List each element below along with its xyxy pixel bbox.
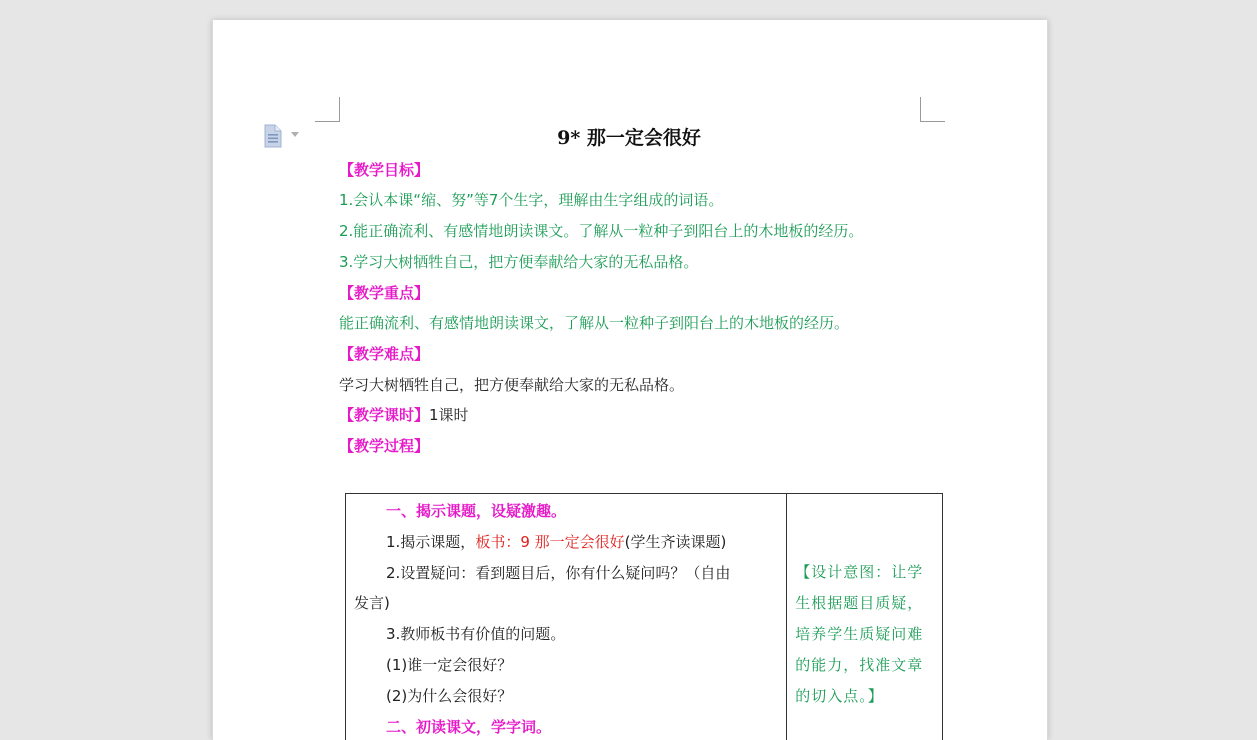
objective-item: 1.会认本课“缩、努”等7个生字，理解由生字组成的词语。 [339,190,723,210]
design-note-line: 培养学生质疑问难 [795,624,923,644]
design-note-line: 的切入点。】 [795,686,884,706]
hours-heading: 【教学课时】 [339,406,429,424]
document-page [212,20,1048,740]
question-item: (2)为什么会很好？ [386,686,512,706]
lesson-table [345,493,943,740]
document-title: 9* 那一定会很好 [339,124,919,152]
step-question-line1: 2.设置疑问：看到题目后，你有什么疑问吗？（自由 [386,563,730,583]
board-text: 板书：9 那一定会很好 [475,533,624,551]
difficulty-heading: 【教学难点】 [339,344,429,364]
step-question-line2: 发言) [354,593,390,613]
key-points-text: 能正确流利、有感情地朗读课文，了解从一粒种子到阳台上的木地板的经历。 [339,313,849,333]
design-note-line: 生根据题目质疑， [795,593,923,613]
key-points-heading: 【教学重点】 [339,283,429,303]
step1-prefix: 1.揭示课题， [386,533,475,551]
document-icon[interactable] [263,124,303,148]
objective-item: 2.能正确流利、有感情地朗读课文。了解从一粒种子到阳台上的木地板的经历。 [339,221,863,241]
process-heading: 【教学过程】 [339,436,429,456]
difficulty-text: 学习大树牺牲自己，把方便奉献给大家的无私品格。 [339,375,684,395]
step-reveal-title [386,532,726,552]
process-cell [346,494,787,740]
hours-line [339,405,469,425]
design-note-line: 【设计意图：让学 [795,562,923,582]
objective-item: 3.学习大树牺牲自己，把方便奉献给大家的无私品格。 [339,252,698,272]
hours-value: 1课时 [429,406,469,424]
section-heading: 一、揭示课题，设疑激趣。 [386,501,566,521]
design-note-line: 的能力，找准文章 [795,655,923,675]
margin-corner-top-right [920,97,945,122]
chevron-down-icon [291,132,299,137]
table-row [346,494,943,740]
question-item: (1)谁一定会很好？ [386,655,512,675]
design-note-cell [787,494,943,740]
margin-corner-top-left [315,97,340,122]
step1-suffix: (学生齐读课题) [625,533,727,551]
next-section-heading: 二、初读课文，学字词。 [386,717,551,737]
objectives-heading: 【教学目标】 [339,160,429,180]
step-board-questions: 3.教师板书有价值的问题。 [386,624,565,644]
